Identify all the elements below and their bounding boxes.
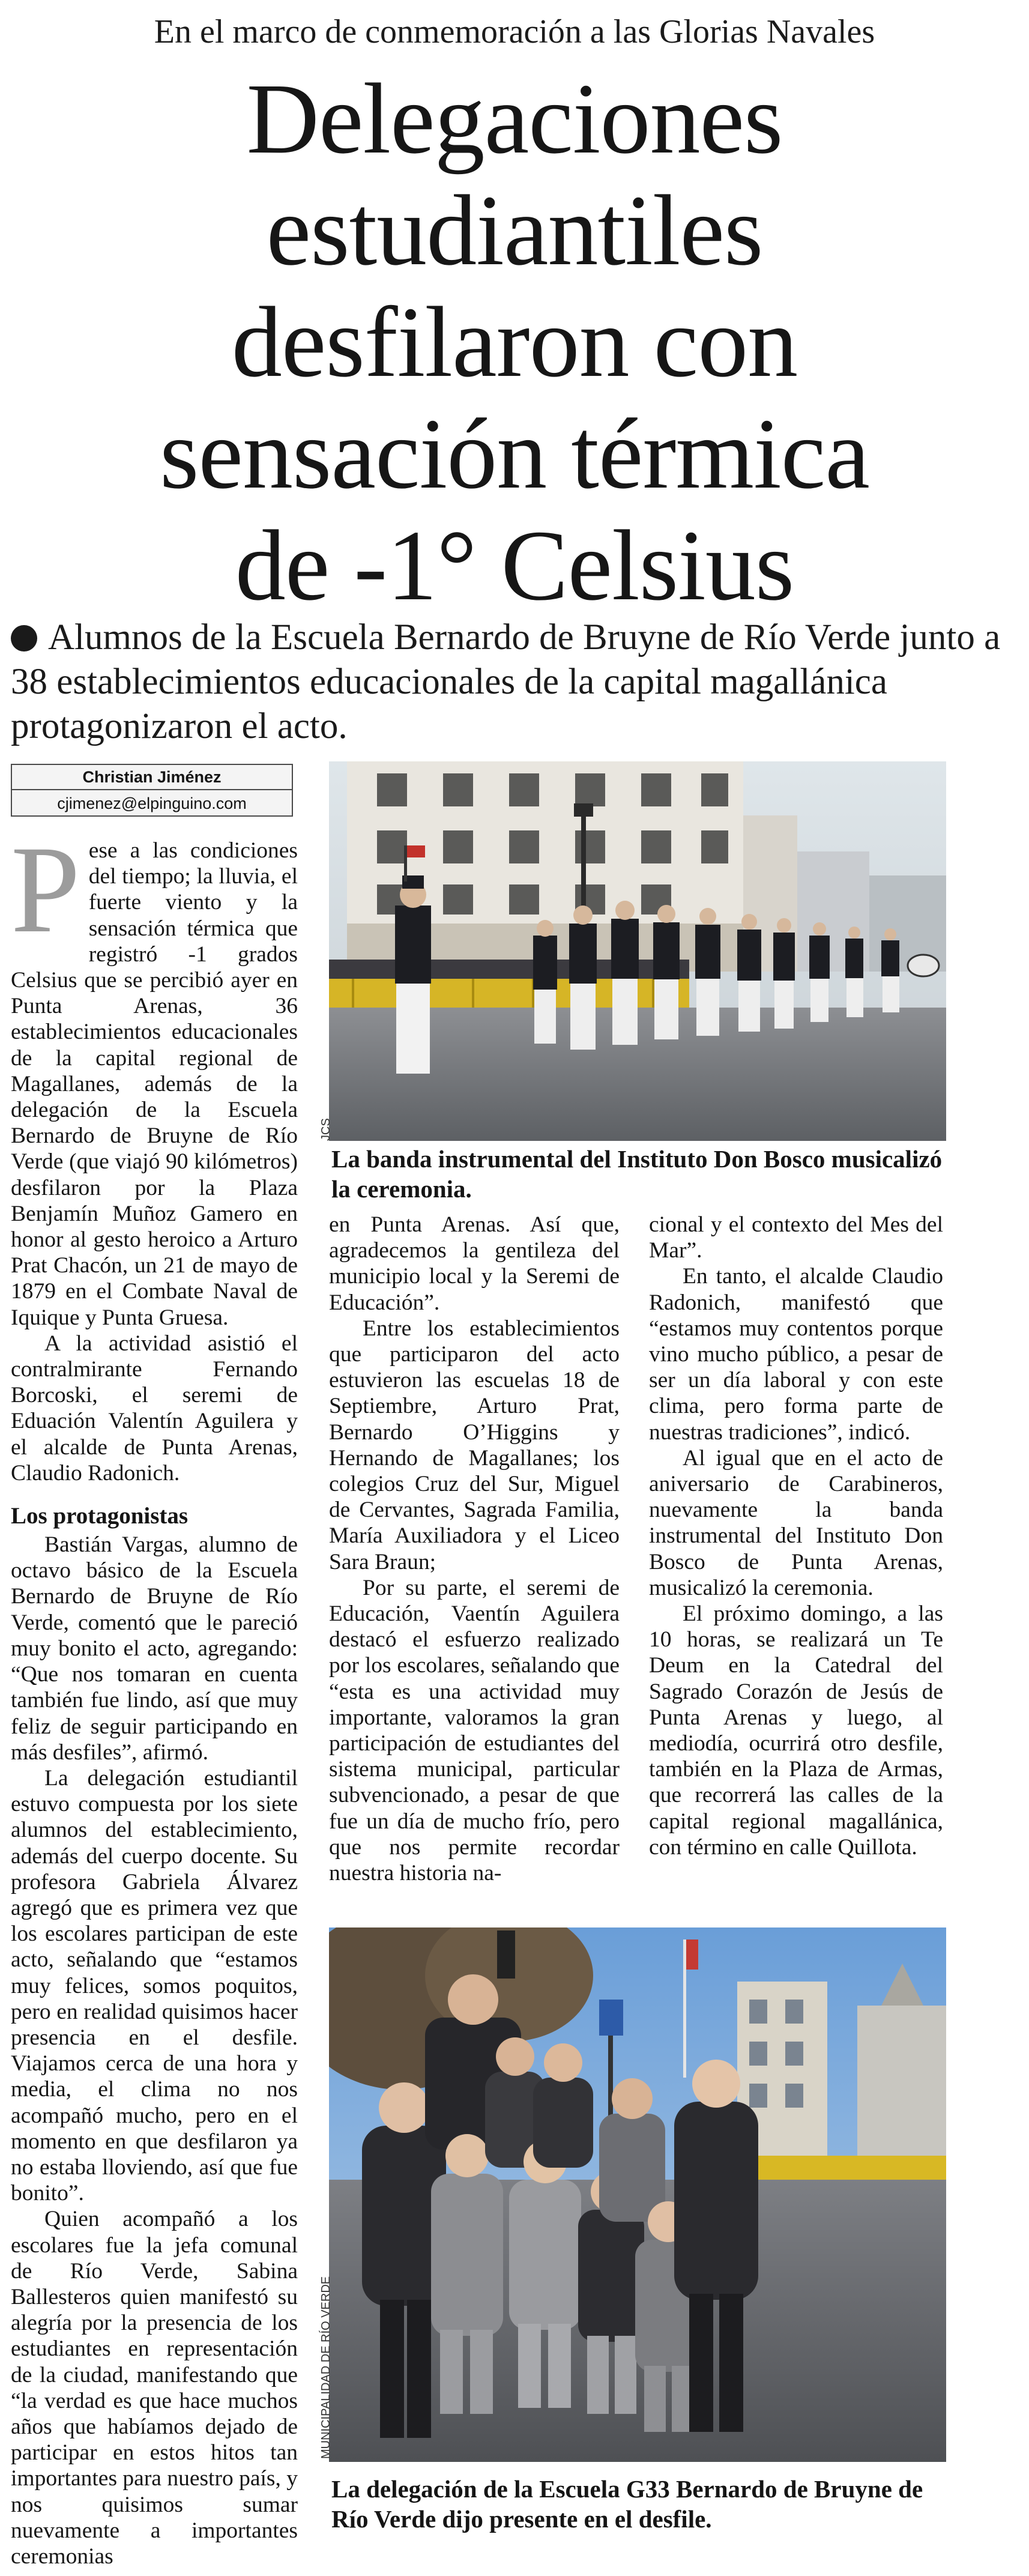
paragraph: La delegación estudiantil estuvo compuesta por los siete alumnos del establecimiento, además del cuerpo docente. Su profesora Gabriela Álvarez agregó que es primera vez que los escolares participan de este acto, señalando que “estamos muy felices, somos poquitos, pero en realidad quisimos hacer presencia en el desfile. Viajamos cerca de una hora y media, el clima no nos acompañó mucho, pero en el momento en que desfilaron ya no estaba lloviendo, así que fue bonito”. (11, 1765, 298, 2206)
paragraph: El próximo domingo, a las 10 horas, se realizará un Te Deum en la Catedral del Sagrado Corazón de Jesús de Punta Arenas y luego, al mediodía, ocurrirá otro desfile, también en la Plaza de Armas, que recorrerá las calles de la capital regional magallánica, con término en calle Quillota. (649, 1601, 943, 1860)
headline-line-3: desfilaron con (231, 286, 798, 398)
headline-line-5: de -1° Celsius (235, 510, 794, 621)
paragraph: A la actividad asistió el contralmirante Fernando Borcoski, el seremi de Eduación Valentín Aguilera y el alcalde de Punta Arenas, Claudio Radonich. (11, 1331, 298, 1486)
kicker: En el marco de conmemoración a las Glorias Navales (154, 13, 875, 50)
delegation-group-image (329, 1927, 946, 2462)
photo-delegation-group (329, 1927, 946, 2462)
photo-band-parade (329, 761, 946, 1141)
paragraph: En tanto, el alcalde Claudio Radonich, manifestó que “estamos muy contentos porque vino mucho público, a pesar de ser un día laboral y con este clima, pero forma parte de nuestras tradiciones”, indicó. (649, 1264, 943, 1445)
article-column-1 (11, 820, 298, 2569)
paragraph: Por su parte, el seremi de Educación, Vaentín Aguilera destacó el esfuerzo realizado por los escolares, señalando que “esta es una actividad muy importante, valoramos la gran participación de estudiantes del sistema municipal, particular subvencionado, a pesar de que fue un día de mucho frío, pero que nos permite recordar nuestra historia na- (329, 1575, 620, 1886)
paragraph: Quien acompañó a los escolares fue la jefa comunal de Río Verde, Sabina Ballesteros quien manifestó su alegría por la presencia de los estudiantes en representación de la ciudad, manifestando que “la verdad es que hace muchos años que habíamos dejado de participar en estos hitos tan importantes para nuestro país, y nos quisimos sumar nuevamente a importantes ceremonias (11, 2207, 298, 2569)
paragraph: en Punta Arenas. Así que, agradecemos la gentileza del municipio local y la Seremi de Educación”. (329, 1212, 620, 1315)
headline-line-2: estudiantiles (266, 175, 763, 286)
band-parade-image (329, 761, 946, 1141)
headline (18, 63, 1011, 621)
drop-cap: P (11, 820, 80, 958)
headline-line-4: sensación térmica (160, 398, 869, 510)
article-column-2 (329, 1212, 620, 1886)
photo-credit-1: JCS (319, 1118, 333, 1141)
byline-email[interactable]: cjimenez@elpinguino.com (57, 794, 247, 812)
lead-text: Alumnos de la Escuela Bernardo de Bruyne de Río Verde junto a 38 establecimientos educacionales de la capital magallánica protagonizaron el acto. (11, 617, 1001, 746)
paragraph: ese a las condiciones del tiempo; la lluvia, el fuerte viento y la sensación térmica que registró -1 grados Celsius que se percibió ayer en Punta Arenas, 36 establecimientos educacionales de la capital regional de Magallanes, además de la delegación de la Escuela Bernardo de Bruyne de Río Verde (que viajó 90 kilómetros) desfilaron por la Plaza Benjamín Muñoz Gamero en honor al gesto heroico a Arturo Prat Chacón, un 21 de mayo de 1879 en el Combate Naval de Iquique y Punta Gruesa. (11, 838, 298, 1330)
lead (11, 615, 1019, 749)
paragraph: Entre los establecimientos que participaron del acto estuvieron las escuelas 18 de Septiembre, Arturo Prat, Bernardo O’Higgins y Hernando de Magallanes; los colegios Cruz del Sur, Miguel de Cervantes, Sagrada Familia, María Auxiliadora y el Liceo Sara Braun; (329, 1316, 620, 1574)
photo-caption-1: La banda instrumental del Instituto Don Bosco musicalizó la ceremonia. (331, 1145, 943, 1203)
paragraph: Al igual que en el acto de aniversario de Carabineros, nuevamente la banda instrumental del Instituto Don Bosco de Punta Arenas, musicalizó la ceremonia. (649, 1445, 943, 1600)
byline-box (11, 764, 293, 817)
subheading: Los protagonistas (11, 1503, 189, 1529)
article-column-3 (649, 1212, 943, 1860)
byline-author: Christian Jiménez (12, 765, 292, 790)
photo-credit-2: MUNICIPALIDAD DE RÍO VERDE (319, 2276, 333, 2459)
photo-caption-2: La delegación de la Escuela G33 Bernardo de Bruyne de Río Verde dijo presente en el desfile. (331, 2475, 923, 2533)
paragraph: cional y el contexto del Mes del Mar”. (649, 1212, 943, 1263)
headline-line-1: Delegaciones (246, 63, 783, 175)
bullet-icon (11, 625, 37, 652)
paragraph: Bastián Vargas, alumno de octavo básico de la Escuela Bernardo de Bruyne de Río Verde, comentó que le pareció muy bonito el acto, agregando: “Que nos tomaran en cuenta también fue lindo, así que muy feliz de seguir participando en más desfiles”, afirmó. (11, 1532, 298, 1765)
